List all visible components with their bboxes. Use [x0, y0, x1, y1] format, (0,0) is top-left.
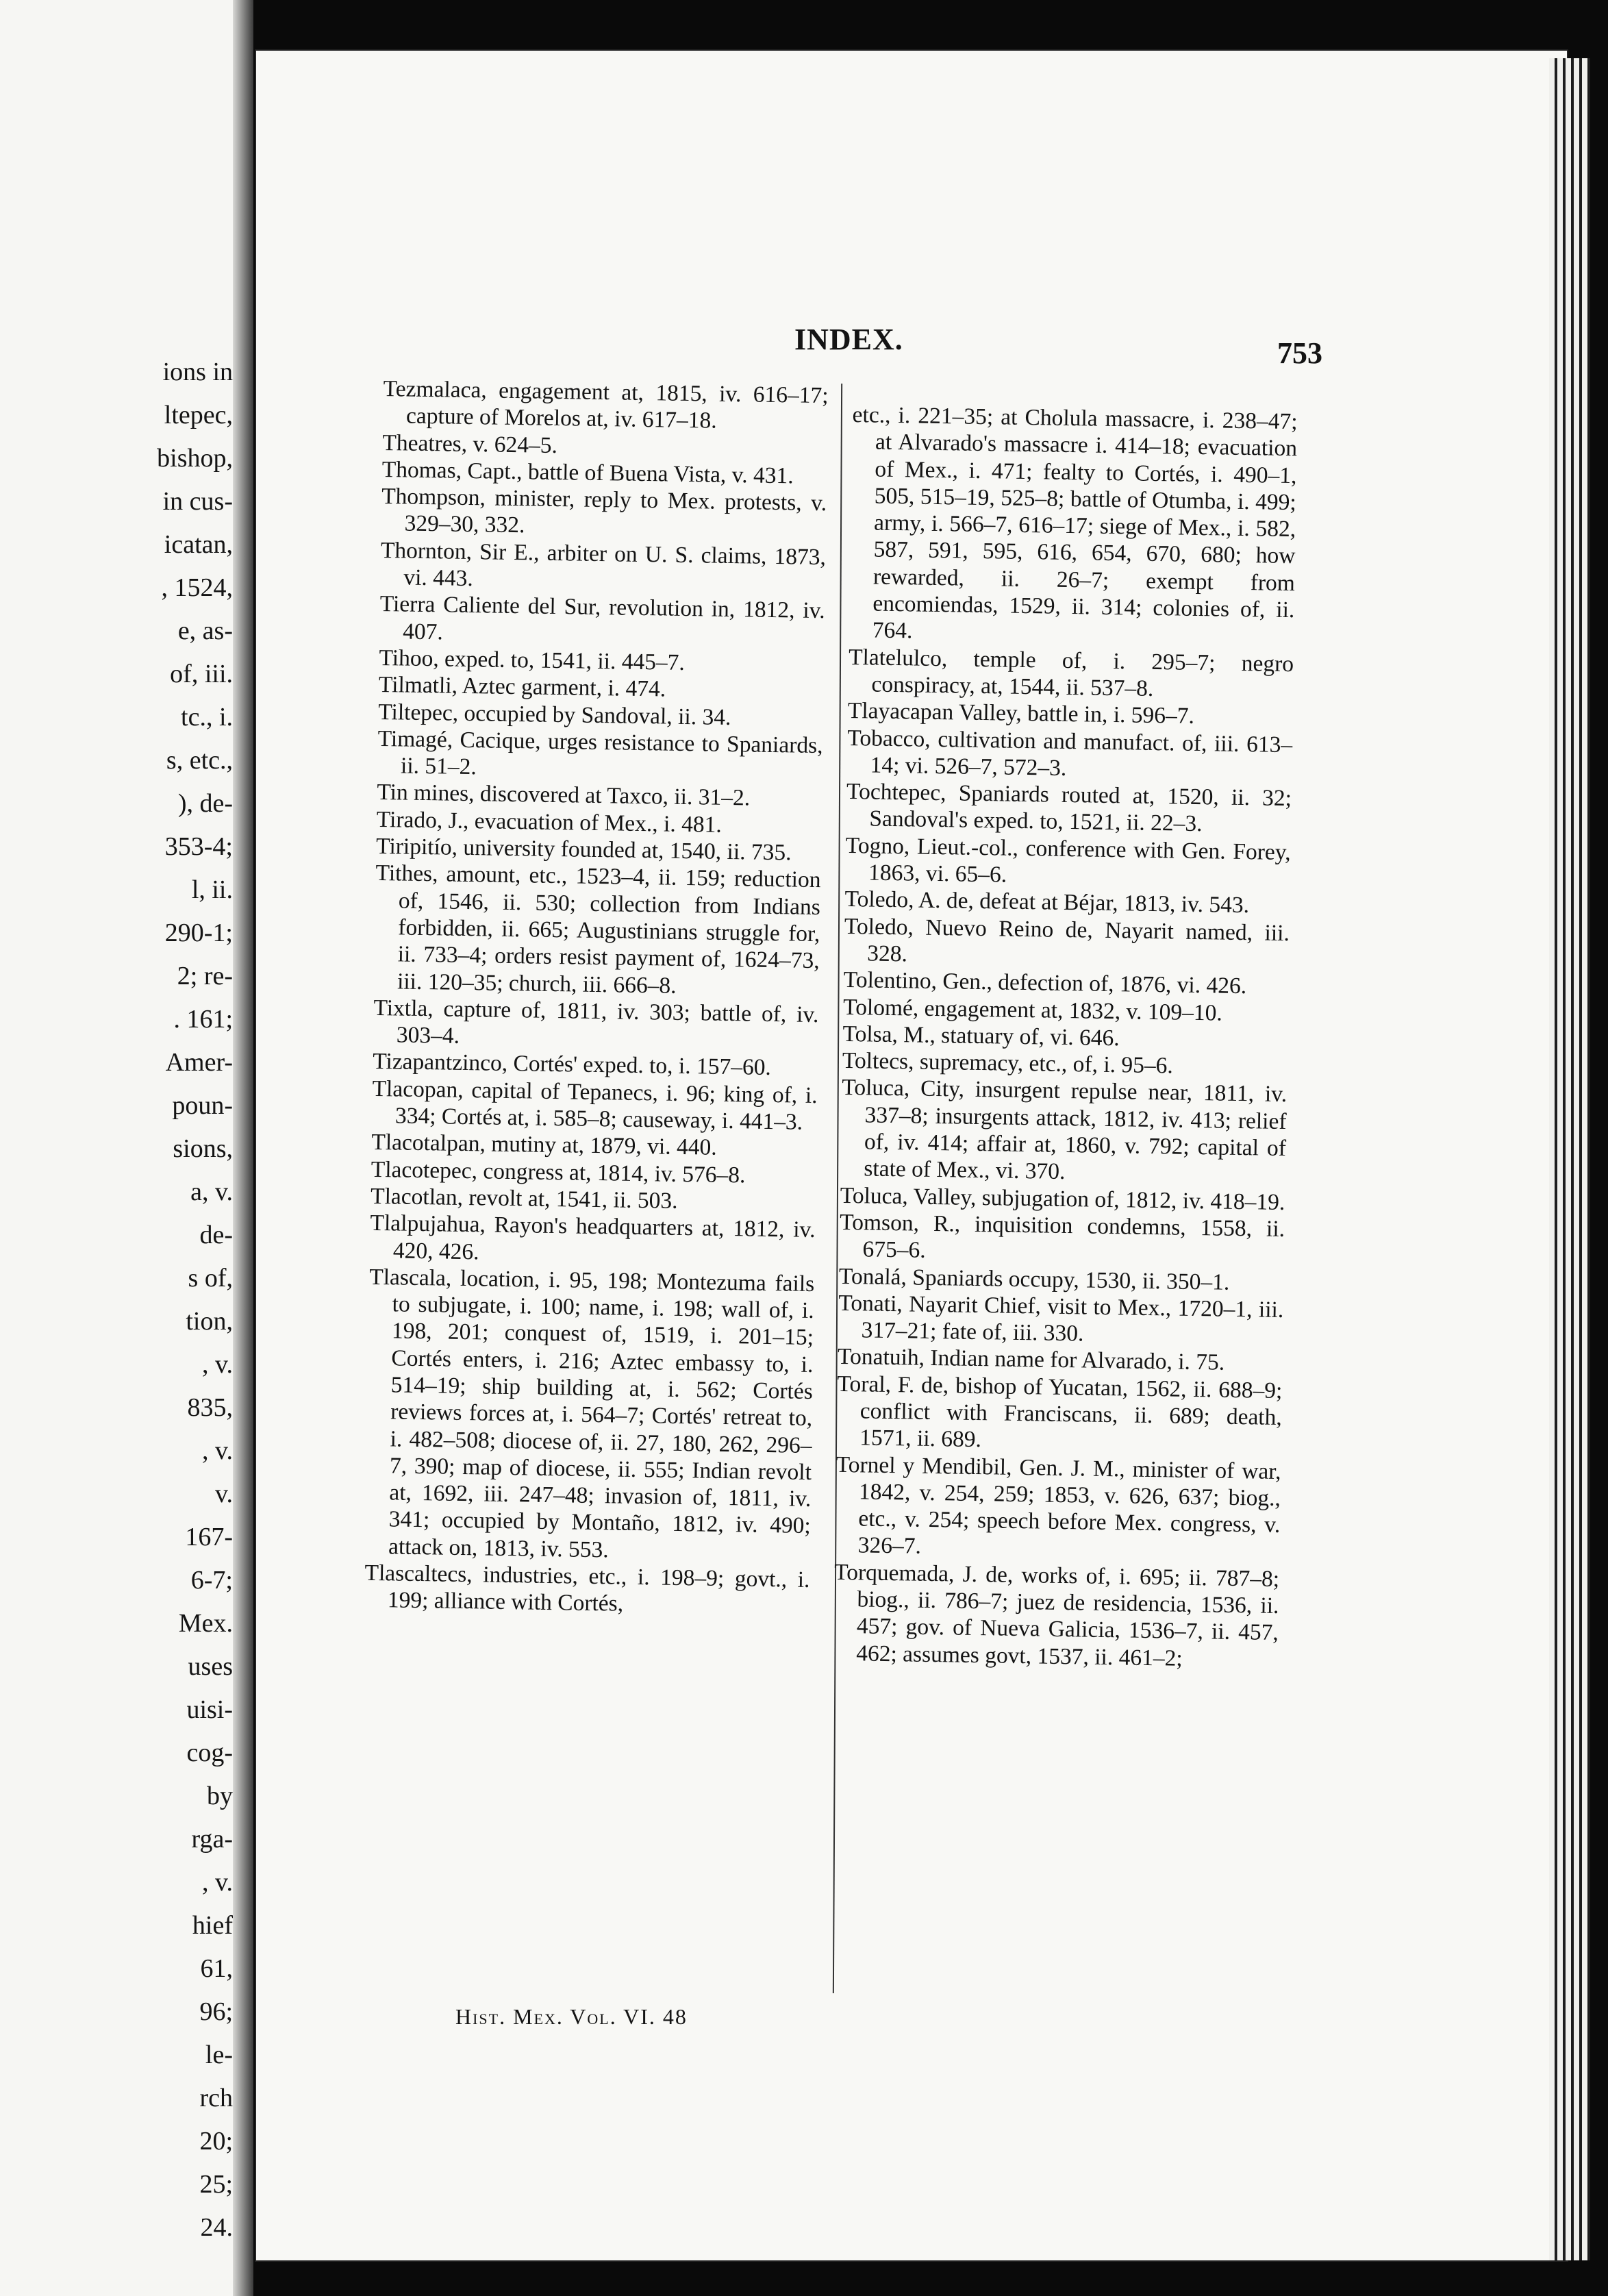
margin-fragment: cog- — [186, 1738, 233, 1767]
margin-fragment: v. — [214, 1480, 233, 1508]
margin-fragment: uisi- — [186, 1695, 233, 1724]
margin-fragment: 20; — [199, 2127, 233, 2156]
index-entry: Tolsa, M., statuary of, vi. 646. — [842, 1021, 1120, 1051]
index-entry: Tiltepec, occupied by Sandoval, ii. 34. — [377, 699, 731, 730]
margin-fragment: bishop, — [157, 444, 233, 473]
index-entry: Tilmatli, Aztec garment, i. 474. — [378, 672, 666, 702]
margin-fragment: uses — [188, 1652, 233, 1681]
index-entry: Toledo, A. de, defeat at Béjar, 1813, iv. 543. — [844, 886, 1250, 919]
index-entry: Tirado, J., evacuation of Mex., i. 481. — [376, 806, 723, 838]
book-gutter — [233, 0, 253, 2296]
margin-fragment: . 161; — [173, 1005, 233, 1034]
index-entry: Tonalá, Spaniards occupy, 1530, ii. 350–1. — [838, 1263, 1230, 1295]
margin-fragment: ions in — [162, 358, 233, 386]
margin-fragment: a, v. — [190, 1177, 233, 1206]
margin-fragment: 61, — [200, 1954, 233, 1983]
index-entry: Tobacco, cultivation and manufact. of, iii. 613–14; vi. 526–7, 572–3. — [846, 725, 1293, 781]
margin-fragment: 25; — [199, 2170, 233, 2199]
margin-fragment: 24. — [200, 2213, 233, 2242]
running-header: INDEX. — [794, 323, 903, 356]
index-entry: Tlacotalpan, mutiny at, 1879, vi. 440. — [371, 1130, 717, 1161]
index-entry: Tierra Caliente del Sur, revolution in, 1812, iv. 407. — [379, 591, 825, 645]
margin-fragment: hief — [192, 1911, 233, 1940]
index-entry: Tlacotlan, revolt at, 1541, ii. 503. — [370, 1183, 678, 1214]
margin-fragment: sions, — [173, 1134, 233, 1163]
margin-fragment: s, etc., — [166, 746, 233, 775]
page-number: 753 — [1277, 336, 1322, 370]
index-entry: Tiripitío, university founded at, 1540, ii. 735. — [375, 833, 792, 866]
index-entry: Tezmalaca, engagement at, 1815, iv. 616–17; capture of Morelos at, iv. 617–18. — [383, 375, 829, 434]
left-page-edge — [0, 0, 243, 2296]
index-entry: Tlacotepec, congress at, 1814, iv. 576–8. — [370, 1156, 746, 1188]
index-entry: Tlatelulco, temple of, i. 295–7; negro conspiracy, at, 1544, ii. 537–8. — [848, 644, 1294, 701]
index-entry: Tolomé, engagement at, 1832, v. 109–10. — [842, 994, 1223, 1026]
index-entry: Toltecs, supremacy, etc., of, i. 95–6. — [842, 1048, 1174, 1079]
index-entry: Tolentino, Gen., defection of, 1876, vi. 426. — [843, 967, 1247, 999]
margin-fragment: poun- — [172, 1091, 233, 1120]
signature-footer: Hist. Mex. Vol. VI. 48 — [455, 2004, 688, 2029]
index-entry: Tornel y Mendibil, Gen. J. M., minister of war, 1842, v. 254, 259; 1853, v. 626, 637; biog., etc., v. 254; speech before Mex. congress, v. 326–7. — [836, 1451, 1281, 1560]
margin-fragment: Mex. — [178, 1609, 233, 1638]
margin-fragment: l, ii. — [191, 875, 233, 904]
index-entry: Toledo, Nuevo Reino de, Nayarit named, iii. 328. — [844, 913, 1290, 967]
index-entry: Tihoo, exped. to, 1541, ii. 445–7. — [379, 645, 686, 675]
margin-fragment: 6-7; — [190, 1566, 233, 1595]
index-entry: Tlascaltecs, industries, etc., i. 198–9; govt., i. 199; alliance with Cortés, — [364, 1560, 810, 1617]
margin-fragment: tion, — [186, 1307, 233, 1336]
index-entry: Tochtepec, Spaniards routed at, 1520, ii. 32; Sandoval's exped. to, 1521, ii. 22–3. — [846, 779, 1292, 837]
margin-fragment: 167- — [185, 1523, 233, 1551]
index-entry: Toluca, Valley, subjugation of, 1812, iv. 418–19. — [840, 1182, 1285, 1215]
margin-fragment: tc., i. — [181, 703, 233, 732]
margin-fragment: 835, — [187, 1393, 233, 1422]
index-entry: Theatres, v. 624–5. — [382, 429, 558, 458]
margin-fragment: rch — [199, 2084, 233, 2112]
index-entry: Tin mines, discovered at Taxco, ii. 31–2. — [377, 779, 751, 811]
index-entry: Tomson, R., inquisition condemns, 1558, ii. 675–6. — [839, 1209, 1285, 1264]
index-entry: Toral, F. de, bishop of Yucatan, 1562, ii. 688–9; conflict with Franciscans, ii. 689; death, 1571, ii. 689. — [837, 1371, 1283, 1453]
index-entry: Tonati, Nayarit Chief, visit to Mex., 1720–1, iii. 317–21; fate of, iii. 330. — [838, 1290, 1284, 1347]
index-entry: Timagé, Cacique, urges resistance to Spaniards, ii. 51–2. — [377, 725, 823, 780]
index-column-right — [833, 401, 1298, 1673]
margin-fragment: e, as- — [177, 616, 233, 645]
index-entry: Torquemada, J. de, works of, i. 695; ii. 787–8; biog., ii. 786–7; juez de residencia, 1536, ii. 457; gov. of Nueva Galicia, 1536–7, ii. 457, 462; assumes govt, 1537, ii. 461–2; — [833, 1559, 1280, 1671]
index-entry: Thompson, minister, reply to Mex. protests, v. 329–30, 332. — [381, 484, 827, 538]
margin-fragment: ltepec, — [164, 401, 233, 429]
margin-fragment: , v. — [201, 1350, 233, 1379]
index-entry: etc., i. 221–35; at Cholula massacre, i. 238–47; at Alvarado's massacre i. 414–18; evacuation of Mex., i. 471; fealty to Cortés, i. 490–1, 505, 515–19, 525–8; battle of Otumba, i. 499; army, i. 566–7, 616–17; siege of Mex., i. 582, 587, 591, 595, 616, 654, 670, 680; how rewarded, ii. 26–7; exempt from encomiendas, 1529, ii. 314; colonies of, ii. 764. — [852, 401, 1298, 644]
margin-fragment: , 1524, — [161, 573, 233, 602]
margin-fragment: by — [207, 1782, 233, 1810]
margin-fragment: de- — [199, 1221, 233, 1249]
page-edges — [1549, 58, 1590, 2260]
index-entry: Togno, Lieut.-col., conference with Gen. Forey, 1863, vi. 65–6. — [845, 832, 1292, 888]
margin-fragment: , v. — [201, 1436, 233, 1465]
margin-fragment: of, iii. — [170, 660, 233, 688]
margin-fragment: ), de- — [177, 789, 233, 818]
index-entry: Thornton, Sir E., arbiter on U. S. claims, 1873, vi. 443. — [380, 537, 827, 592]
margin-fragment: 290-1; — [164, 919, 233, 947]
margin-fragment: 96; — [199, 1997, 233, 2026]
index-entry: Tlascala, location, i. 95, 198; Montezuma fails to subjugate, i. 100; name, i. 198; wall of, i. 198, 201; conquest of, 1519, i. 201–15; Cortés enters, i. 216; Aztec embassy to, i. 514–19; ship building at, i. 562; Cortés reviews forces at, i. 564–7; Cortés' retreat to, i. 482–508; diocese of, ii. 27, 180, 262, 296–7, 390; map of diocese, ii. 555; Indian revolt at, 1692, iii. 247–48; invasion of, 1811, iv. 341; occupied by Montaño, 1812, iv. 490; attack on, 1813, iv. 553. — [369, 1264, 815, 1563]
margin-fragment: in cus- — [162, 487, 233, 516]
index-entry: Tithes, amount, etc., 1523–4, ii. 159; reduction of, 1546, ii. 530; collection from Indians forbidden, ii. 665; Augustinians struggle for, ii. 733–4; orders resist payment of, 1624–73, iii. 120–35; church, iii. 666–8. — [375, 860, 821, 999]
index-entry: Tizapantzinco, Cortés' exped. to, i. 157–60. — [372, 1049, 772, 1081]
margin-fragment: 2; re- — [177, 962, 233, 990]
margin-fragment: le- — [205, 2041, 233, 2069]
margin-fragment: 353-4; — [164, 832, 233, 861]
index-entry: Toluca, City, insurgent repulse near, 1811, iv. 337–8; insurgents attack, 1812, iv. 413; relief of, iv. 414; affair at, 1860, v. 792; capital of state of Mex., vi. 370. — [841, 1075, 1287, 1185]
margin-fragment: rga- — [191, 1825, 233, 1854]
margin-fragment: , v. — [201, 1868, 233, 1897]
margin-fragment: s of, — [188, 1264, 233, 1293]
margin-fragment: Amer- — [165, 1048, 233, 1077]
index-entry: Tlacopan, capital of Tepanecs, i. 96; king of, i. 334; Cortés at, i. 585–8; causeway, i. 441–3. — [372, 1075, 818, 1135]
index-entry: Tlalpujahua, Rayon's headquarters at, 1812, iv. 420, 426. — [370, 1210, 816, 1264]
index-entry: Tonatuih, Indian name for Alvarado, i. 75. — [837, 1344, 1225, 1376]
index-column-left — [364, 375, 829, 1621]
index-entry: Thomas, Capt., battle of Buena Vista, v. 431. — [381, 456, 794, 489]
index-entry: Tixtla, capture of, 1811, iv. 303; battle of, iv. 303–4. — [373, 995, 819, 1049]
margin-fragment: icatan, — [164, 530, 233, 559]
index-entry: Tlayacapan Valley, battle in, i. 596–7. — [847, 698, 1195, 729]
